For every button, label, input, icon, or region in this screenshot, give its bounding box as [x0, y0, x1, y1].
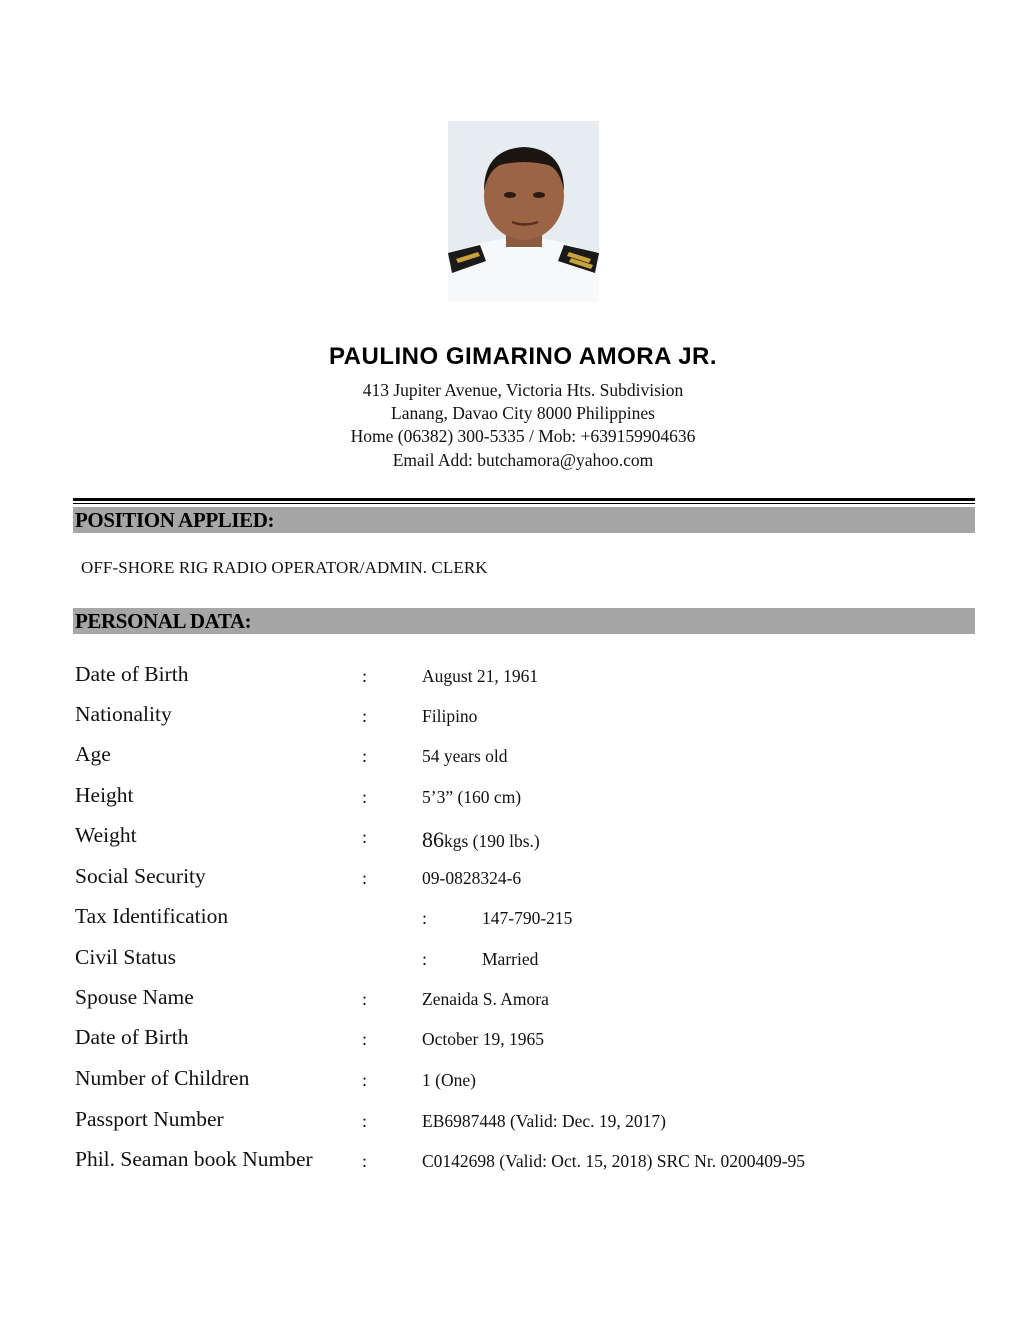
row-label: Tax Identification [75, 904, 229, 928]
row-value: Zenaida S. Amora [422, 989, 549, 1009]
row-label: Civil Status [75, 945, 176, 969]
phone-line: Home (06382) 300-5335 / Mob: +639159904636 [350, 426, 696, 446]
personal-row-spouse-date-of-birth [0, 1025, 1024, 1065]
applicant-name: PAULINO GIMARINO AMORA JR. [328, 343, 718, 370]
personal-row-passport-number [0, 1107, 1024, 1147]
personal-row-spouse-name [0, 985, 1024, 1025]
row-colon: : [362, 1151, 368, 1171]
row-colon: : [362, 787, 368, 807]
personal-row-number-of-children [0, 1066, 1024, 1106]
row-value: Married [482, 949, 539, 969]
row-colon: : [362, 827, 368, 847]
row-value: 1 (One) [422, 1070, 476, 1090]
row-value: 09-0828324-6 [422, 868, 522, 888]
row-value: August 21, 1961 [422, 666, 539, 686]
row-colon: : [422, 908, 428, 928]
row-colon: : [362, 1029, 368, 1049]
row-label: Date of Birth [75, 662, 189, 686]
row-value: 147-790-215 [482, 908, 573, 928]
weight-unit: kgs (190 lbs.) [444, 831, 540, 851]
personal-row-age [0, 742, 1024, 782]
row-colon: : [362, 746, 368, 766]
row-colon: : [362, 1070, 368, 1090]
row-label: Height [75, 783, 134, 807]
row-value: 5’3” (160 cm) [422, 787, 522, 807]
row-label: Phil. Seaman book Number [75, 1147, 313, 1171]
personal-row-weight [0, 823, 1024, 863]
personal-row-seaman-book-number [0, 1147, 1024, 1187]
row-label: Number of Children [75, 1066, 250, 1090]
row-label: Social Security [75, 864, 206, 888]
position-section-header [73, 507, 975, 533]
row-colon: : [362, 706, 368, 726]
personal-row-height [0, 783, 1024, 823]
row-value: EB6987448 (Valid: Dec. 19, 2017) [422, 1111, 666, 1131]
personal-row-nationality [0, 702, 1024, 742]
personal-row-date-of-birth [0, 662, 1024, 702]
row-label: Date of Birth [75, 1025, 189, 1049]
row-colon: : [362, 989, 368, 1009]
personal-row-tax-identification [0, 904, 1024, 944]
row-colon: : [362, 666, 368, 686]
personal-row-social-security [0, 864, 1024, 904]
email-line: Email Add: butchamora@yahoo.com [392, 450, 654, 470]
row-colon: : [362, 1111, 368, 1131]
row-label: Nationality [75, 702, 172, 726]
row-label: Passport Number [75, 1107, 224, 1131]
address-line-1: 413 Jupiter Avenue, Victoria Hts. Subdivision [362, 380, 684, 400]
row-label: Age [75, 742, 111, 766]
personal-row-civil-status [0, 945, 1024, 985]
header-divider-thin [73, 503, 975, 504]
position-section-title: POSITION APPLIED: [75, 508, 275, 532]
weight-number: 86 [422, 827, 444, 852]
header-divider [73, 498, 975, 501]
applicant-photo [448, 121, 599, 302]
row-colon: : [422, 949, 428, 969]
personal-section-header [73, 608, 975, 634]
position-applied-value: OFF-SHORE RIG RADIO OPERATOR/ADMIN. CLERK [81, 558, 488, 577]
row-value: Filipino [422, 706, 478, 726]
row-value [422, 827, 540, 853]
row-label: Spouse Name [75, 985, 194, 1009]
row-label: Weight [75, 823, 137, 847]
row-value: October 19, 1965 [422, 1029, 544, 1049]
row-value: C0142698 (Valid: Oct. 15, 2018) SRC Nr. 0200409-95 [422, 1151, 806, 1171]
portrait-image [448, 121, 599, 302]
row-value: 54 years old [422, 746, 508, 766]
row-colon: : [362, 868, 368, 888]
personal-section-title: PERSONAL DATA: [75, 609, 252, 633]
address-line-2: Lanang, Davao City 8000 Philippines [391, 403, 655, 423]
